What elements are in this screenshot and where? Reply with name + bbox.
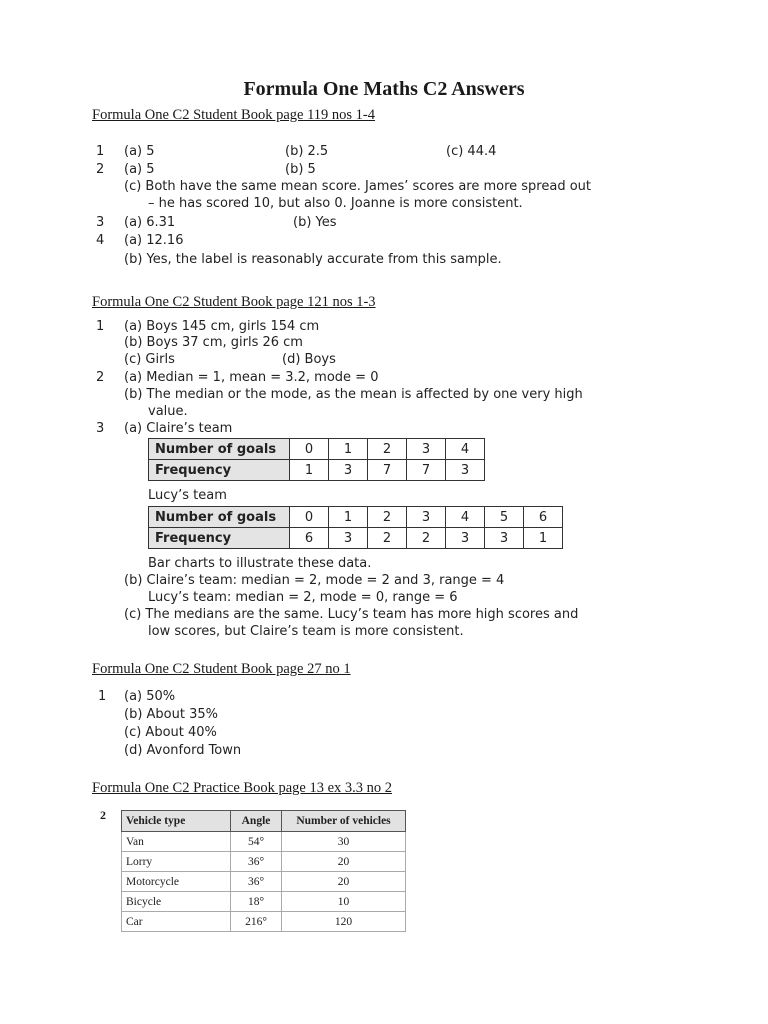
q-number: 4 [96,233,105,248]
answer: (b) 5 [285,162,316,177]
table-cell: 3 [485,528,524,549]
q-number: 1 [96,319,105,334]
table-cell: 3 [446,460,485,481]
table-cell: 3 [407,507,446,528]
table-cell: Car [122,912,231,932]
table-cell: 3 [329,528,368,549]
table-cell: 36° [231,852,282,872]
answer: Bar charts to illustrate these data. [148,556,372,571]
table-cell: 5 [485,507,524,528]
table-cell: 1 [329,439,368,460]
table-row [149,507,563,528]
table-header: Frequency [149,528,290,549]
q-number: 2 [96,162,105,177]
table-cell: 3 [446,528,485,549]
table-cell: 10 [282,892,406,912]
q-number: 3 [96,421,105,436]
table-cell: Van [122,832,231,852]
table-cell: 3 [407,439,446,460]
table-cell: 2 [407,528,446,549]
answer: (b) Claire’s team: median = 2, mode = 2 and 3, range = 4 [124,573,505,588]
table-cell: Bicycle [122,892,231,912]
table-cell: 30 [282,832,406,852]
q-number: 2 [96,370,105,385]
answer: (c) Both have the same mean score. James’ scores are more spread out [124,179,592,194]
table-cell: Lorry [122,852,231,872]
answer: (c) 44.4 [446,144,497,159]
answer: low scores, but Claire’s team is more consistent. [148,624,464,639]
table-cell: 2 [368,507,407,528]
section-heading-1: Formula One C2 Student Book page 119 nos 1-4 [92,107,375,123]
q-number: 2 [100,808,106,822]
vehicle-table [121,810,406,932]
table-cell: 4 [446,507,485,528]
q-number: 1 [96,144,105,159]
table-cell: 54° [231,832,282,852]
table-cell: 6 [524,507,563,528]
table-row [122,832,406,852]
table-cell: 4 [446,439,485,460]
table-cell: 1 [290,460,329,481]
section-heading-2: Formula One C2 Student Book page 121 nos 1-3 [92,294,376,310]
table-cell: 2 [368,439,407,460]
answer: (d) Avonford Town [124,743,242,758]
table-header: Number of goals [149,439,290,460]
answer: (a) 12.16 [124,233,184,248]
table-cell: 20 [282,852,406,872]
table-cell: 1 [524,528,563,549]
table-row [122,811,406,832]
answer: Lucy’s team: median = 2, mode = 0, range = 6 [148,590,458,605]
table-header: Vehicle type [122,811,231,832]
table-cell: 216° [231,912,282,932]
table-row [149,460,485,481]
table-cell: 20 [282,872,406,892]
table-row [122,892,406,912]
table-header: Frequency [149,460,290,481]
answer: (b) 2.5 [285,144,329,159]
table-row [149,439,485,460]
answer: – he has scored 10, but also 0. Joanne is more consistent. [148,196,523,211]
answer: (a) Claire’s team [124,421,233,436]
claire-frequency-table [148,438,485,481]
section-heading-4: Formula One C2 Practice Book page 13 ex 3.3 no 2 [92,780,393,796]
answer: (d) Boys [282,352,336,367]
answer: (a) 50% [124,689,176,704]
table-header: Number of goals [149,507,290,528]
table-row [122,912,406,932]
answer: (c) Girls [124,352,175,367]
table-cell: 120 [282,912,406,932]
q-number: 3 [96,215,105,230]
table-header: Angle [231,811,282,832]
table-cell: 2 [368,528,407,549]
table-cell: 7 [407,460,446,481]
lucy-frequency-table [148,506,563,549]
answer: (b) Yes [293,215,337,230]
section-heading-3: Formula One C2 Student Book page 27 no 1 [92,661,351,677]
answer: (c) The medians are the same. Lucy’s team has more high scores and [124,607,579,622]
table-cell: Motorcycle [122,872,231,892]
answer: (a) 6.31 [124,215,176,230]
answer: (c) About 40% [124,725,217,740]
table-cell: 1 [329,507,368,528]
table-cell: 0 [290,507,329,528]
q-number: 1 [98,689,107,704]
answer: (a) Boys 145 cm, girls 154 cm [124,319,320,334]
answer: (b) About 35% [124,707,218,722]
table-cell: 18° [231,892,282,912]
table-row [122,852,406,872]
answer: (b) The median or the mode, as the mean is affected by one very high [124,387,583,402]
answer: (a) 5 [124,144,155,159]
answer: value. [148,404,188,419]
table-cell: 36° [231,872,282,892]
answer: (b) Yes, the label is reasonably accurate from this sample. [124,252,502,267]
table-cell: 0 [290,439,329,460]
table-row [149,528,563,549]
page-title: Formula One Maths C2 Answers [243,78,525,100]
table-cell: 6 [290,528,329,549]
table-header: Number of vehicles [282,811,406,832]
table-row [122,872,406,892]
answer: (b) Boys 37 cm, girls 26 cm [124,335,303,350]
answer: (a) Median = 1, mean = 3.2, mode = 0 [124,370,379,385]
table-cell: 7 [368,460,407,481]
table-cell: 3 [329,460,368,481]
table-caption: Lucy’s team [148,488,227,503]
answer: (a) 5 [124,162,155,177]
